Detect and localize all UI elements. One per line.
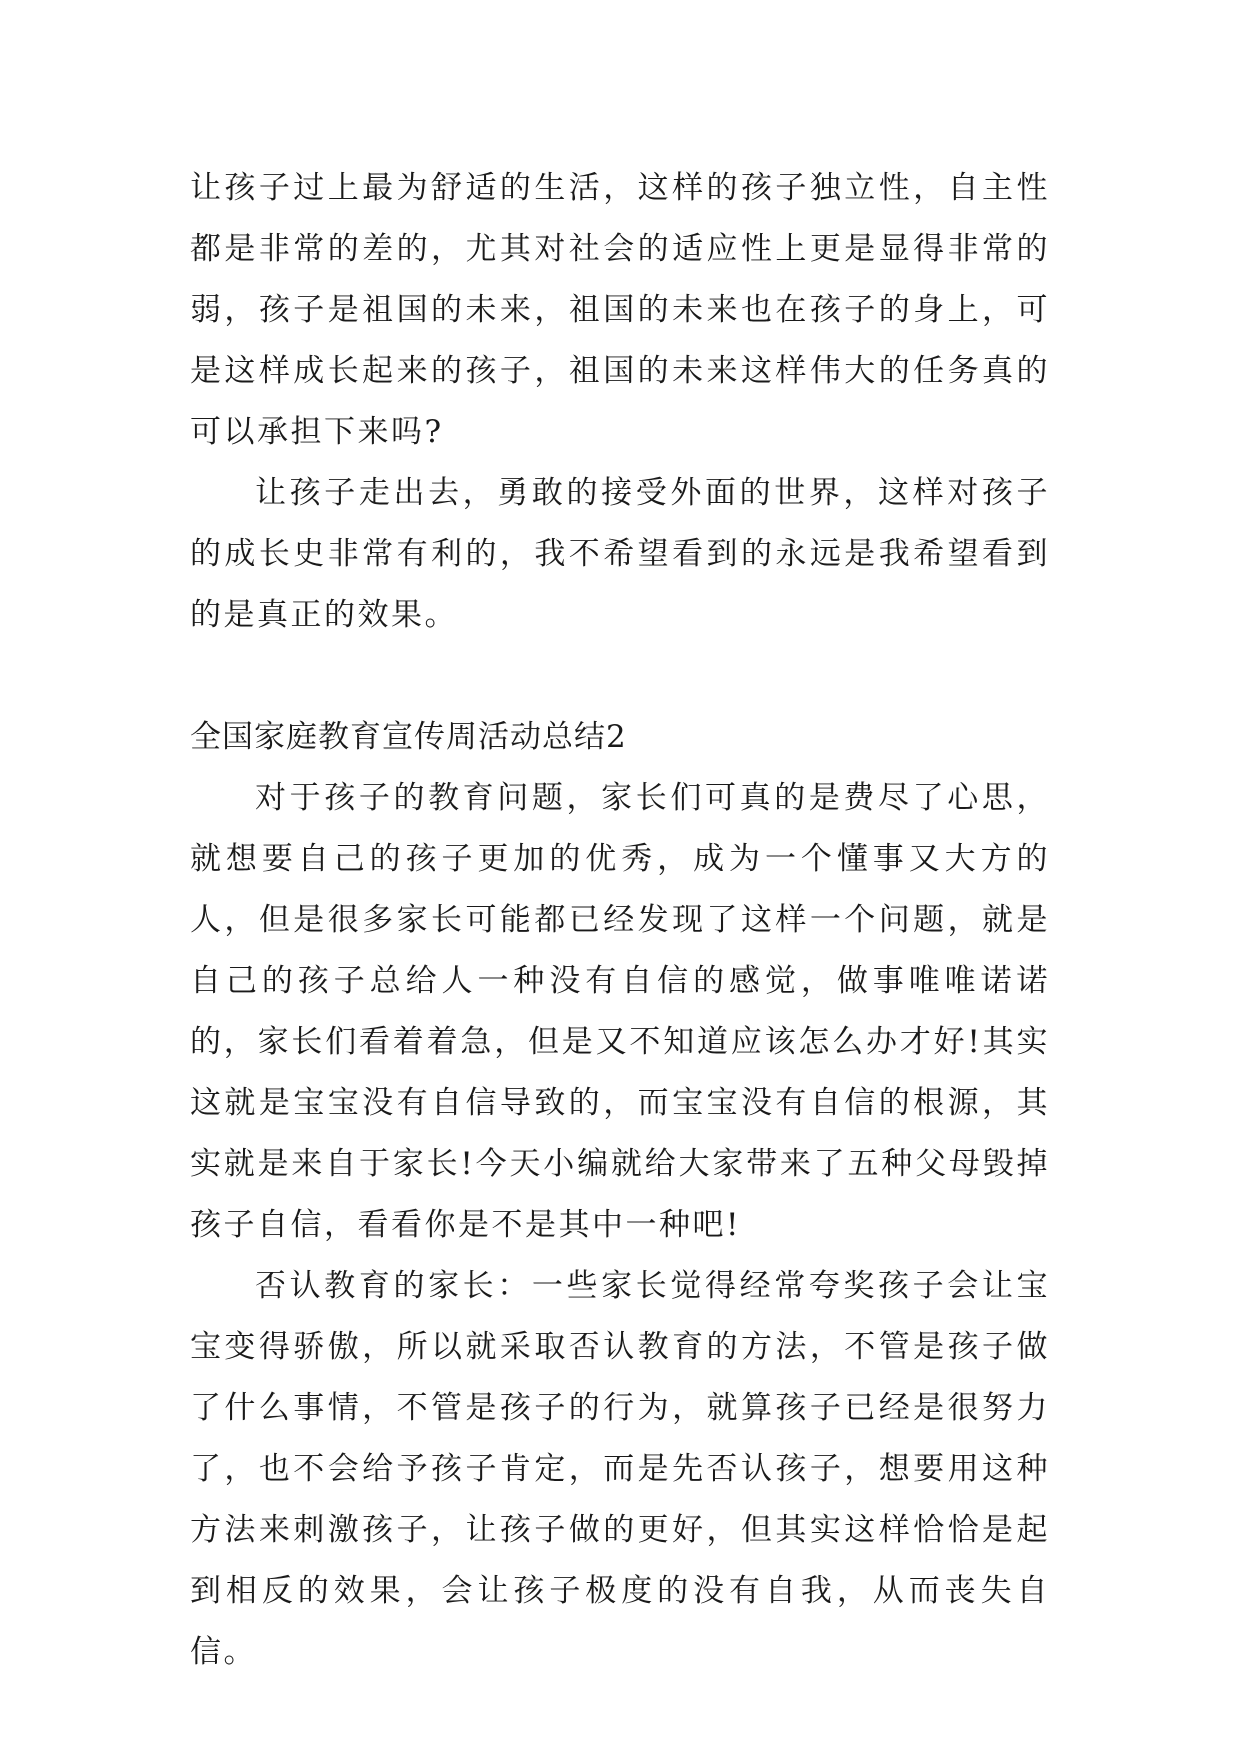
- paragraph: 让孩子走出去，勇敢的接受外面的世界，这样对孩子的成长史非常有利的，我不希望看到的永远是我希望看到的是真正的效果。: [190, 475, 1050, 633]
- paragraph: 否认教育的家长：一些家长觉得经常夸奖孩子会让宝宝变得骄傲，所以就采取否认教育的方法，不管是孩子做了什么事情，不管是孩子的行为，就算孩子已经是很努力了，也不会给予孩子肯定，而是先否认孩子，想要用这种方法来刺激孩子，让孩子做的更好，但其实这样恰恰是起到相反的效果，会让孩子极度的没有自我，从而丧失自信。: [190, 1268, 1050, 1670]
- section-gap: [190, 646, 1050, 707]
- document-body: [190, 158, 1050, 1683]
- paragraph: 对于孩子的教育问题，家长们可真的是费尽了心思，就想要自己的孩子更加的优秀，成为一个懂事又大方的人，但是很多家长可能都已经发现了这样一个问题，就是自己的孩子总给人一种没有自信的感觉，做事唯唯诺诺的，家长们看着着急，但是又不知道应该怎么办才好!其实这就是宝宝没有自信导致的，而宝宝没有自信的根源，其实就是来自于家长!今天小编就给大家带来了五种父母毁掉孩子自信，看看你是不是其中一种吧!: [190, 780, 1050, 1243]
- section-title: 全国家庭教育宣传周活动总结2: [190, 719, 627, 755]
- paragraph-continued: 让孩子过上最为舒适的生活，这样的孩子独立性，自主性都是非常的差的，尤其对社会的适应性上更是显得非常的弱，孩子是祖国的未来，祖国的未来也在孩子的身上，可是这样成长起来的孩子，祖国的未来这样伟大的任务真的可以承担下来吗?: [190, 170, 1050, 450]
